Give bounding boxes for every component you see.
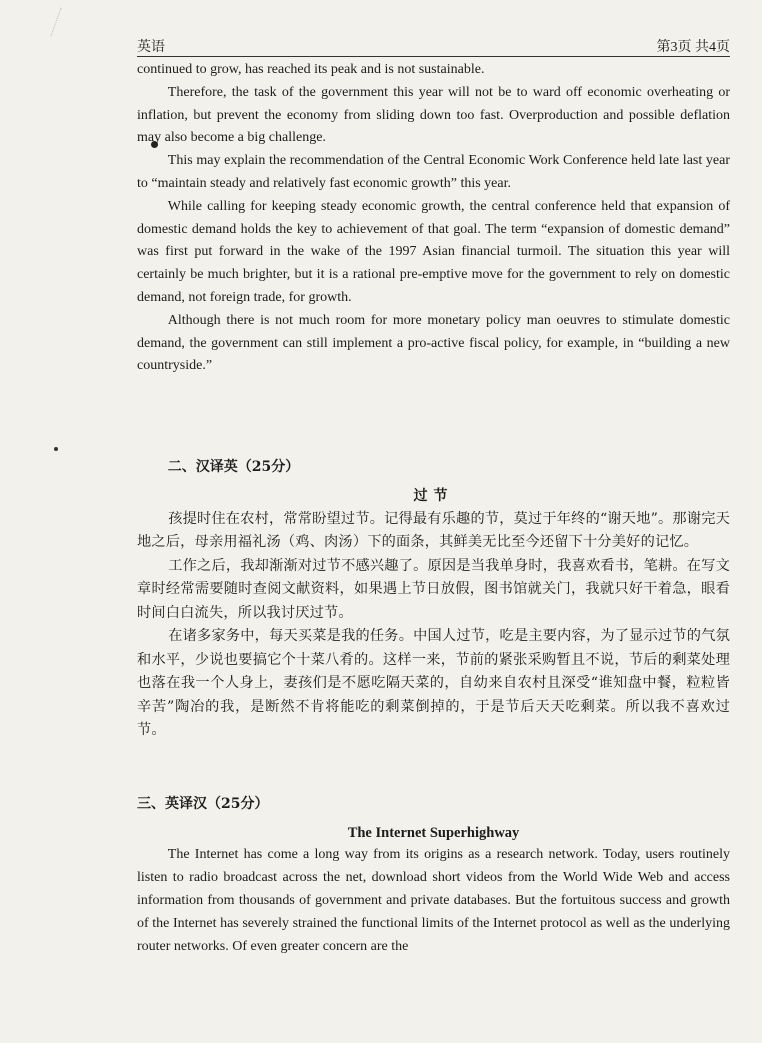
passage-paragraph: continued to grow, has reached its peak and is not sustainable.: [137, 62, 485, 77]
section-title-e2c: The Internet Superhighway: [347, 824, 520, 841]
section-heading-e2c: 三、英译汉（25分）: [137, 795, 269, 812]
ink-dot: [54, 447, 58, 451]
page-header: [137, 34, 730, 57]
chinese-paragraph: 工作之后，我却渐渐对过节不感兴趣了。原因是当我单身时，我喜欢看书，笔耕。在写文章时经常需要随时查阅文献资料，如果遇上节日放假，图书馆就关门，我就只好干着急，眼看时间白白流失，所以我讨厌过节。: [137, 557, 730, 621]
chinese-paragraph: 孩提时住在农村，常常盼望过节。记得最有乐趣的节，莫过于年终的“谢天地”。那谢完天地之后，母亲用福礼汤（鸡、肉汤）下的面条，其鲜美无比至今还留下十分美好的记忆。: [137, 510, 730, 551]
page-number: 第3页 共4页: [656, 40, 730, 55]
section-title-c2e: 过节: [413, 487, 454, 504]
page-content: [137, 59, 730, 958]
passage-paragraph: Although there is not much room for more monetary policy man oeuvres to stimulate domestic demand, the government can still implement a pro-active fiscal policy, for example, in “building a new countryside.”: [137, 312, 730, 374]
paper-scratch-mark: [50, 8, 78, 43]
subject-label: 英语: [137, 40, 165, 55]
passage-paragraph: Therefore, the task of the government this year will not be to ward off economic overheating or inflation, but prevent the economy from sliding down too fast. Overproduction and possible deflation may also become a big challenge.: [137, 84, 730, 146]
passage-paragraph: While calling for keeping steady economic growth, the central conference held that expansion of domestic demand holds the key to achievement of that goal. The term “expansion of domestic demand” was first put forward in the wake of the 1997 Asian financial turmoil. The situation this year will certainly be much brighter, but it is a rational pre-emptive move for the government to rely on domestic demand, not foreign trade, for growth.: [137, 198, 730, 305]
english-paragraph: The Internet has come a long way from its origins as a research network. Today, users routinely listen to radio broadcast across the net, download short videos from the World Wide Web and access information from thousands of government and private databases. But the fortuitous success and growth of the Internet has severely strained the functional limits of the Internet protocol as well as the underlying router networks. Of even greater concern are the: [137, 847, 730, 954]
section-heading-c2e: 二、汉译英（25分）: [167, 459, 300, 476]
passage-paragraph: This may explain the recommendation of the Central Economic Work Conference held late last year to “maintain steady and relatively fast economic growth” this year.: [137, 153, 730, 191]
chinese-paragraph: 在诸多家务中，每天买菜是我的任务。中国人过节，吃是主要内容，为了显示过节的气氛和水平，少说也要搞它个十菜八肴的。这样一来，节前的紧张采购暂且不说，节后的剩菜处理也落在我一个人身上，妻孩们是不愿吃隔天菜的，自幼来自农村且深受“谁知盘中餐，粒粒皆辛苦”陶冶的我，是断然不肯将能吃的剩菜倒掉的，于是节后天天吃剩菜。所以我不喜欢过节。: [137, 628, 730, 739]
